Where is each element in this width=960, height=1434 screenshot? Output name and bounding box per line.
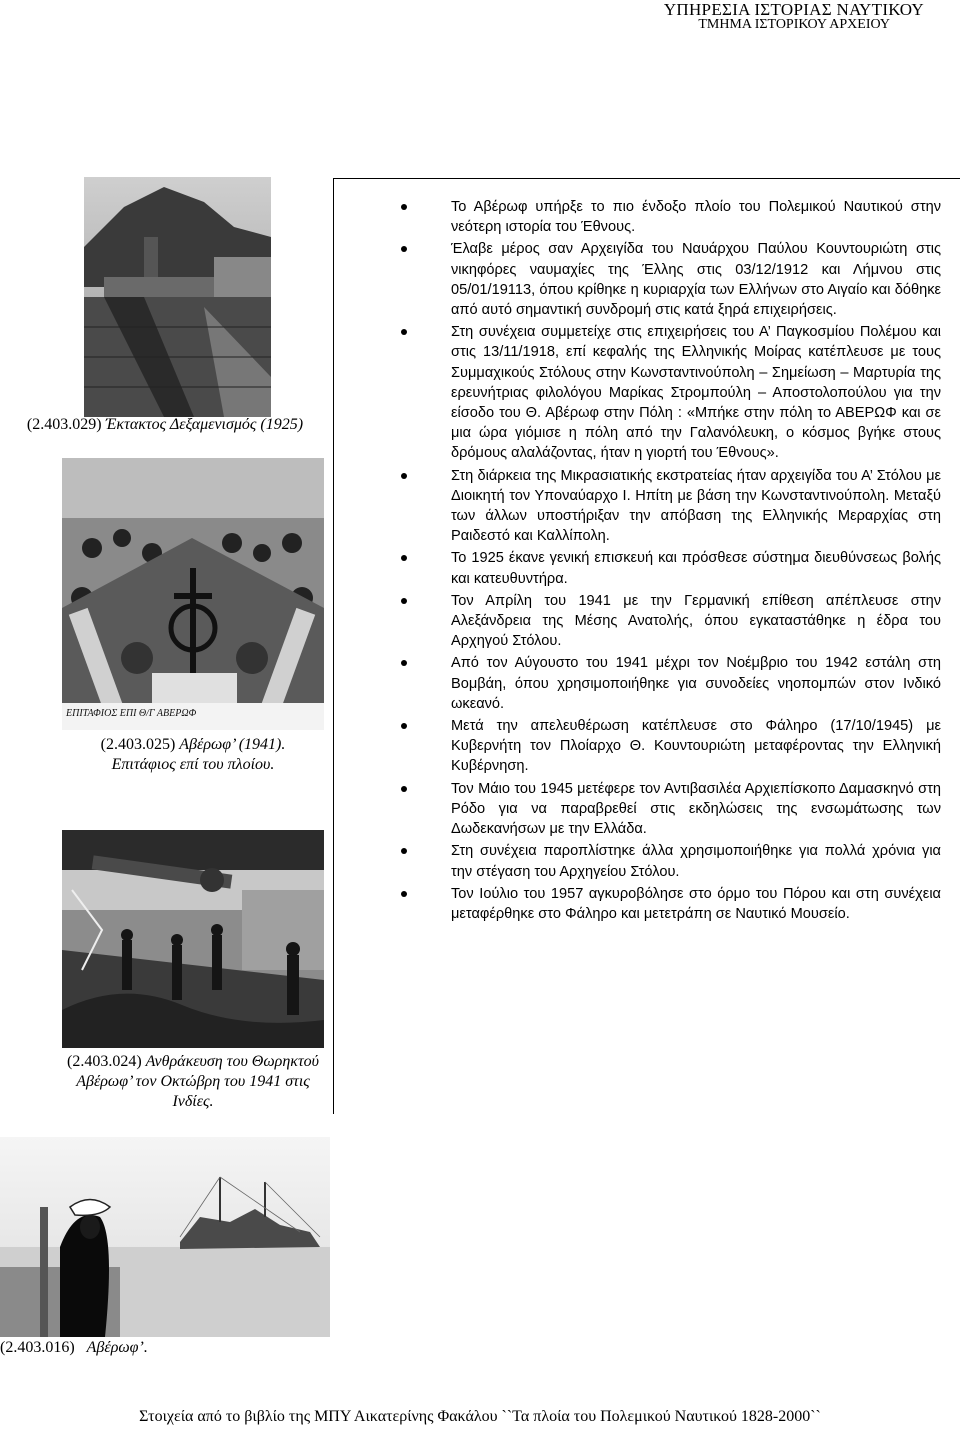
bullet-icon — [401, 723, 407, 729]
caption-2 — [62, 735, 324, 775]
history-bullet-list — [451, 197, 941, 926]
list-item: Μετά την απελευθέρωση κατέπλευσε στο Φάληρο (17/10/1945) με Κυβερνήτη τον Πλοίαρχο Θ. Κουντουριώτη μεταφέροντας την Ελληνική Κυβέρνηση. — [451, 716, 941, 777]
list-item: Το 1925 έκανε γενική επισκευή και πρόσθεσε σύστημα διευθύνσεως βολής και κατευθυντήρα. — [451, 548, 941, 588]
bullet-icon — [401, 473, 407, 479]
caption-text: Έκτακτος Δεξαμενισμός (1925) — [105, 416, 304, 433]
photo-dry-dock — [84, 177, 271, 417]
photo-coaling — [62, 830, 324, 1048]
bullet-icon — [401, 246, 407, 252]
header-subtitle: ΤΜΗΜΑ ΙΣΤΟΡΙΚΟΥ ΑΡΧΕΙΟΥ — [698, 17, 890, 32]
list-item: Έλαβε μέρος σαν Αρχειγίδα του Ναυάρχου Παύλου Κουντουριώτη στις νικηφόρες ναυμαχίες της Έλλης στις 03/12/1912 και Λήμνου στις 05/01/19113, όπου κρίθηκε η κυριαρχία των Ελλήνων στο Αιγαίο και δόθηκε από αυτό σημαντική συνδρομή στις κατά ξηρά επιχειρήσεις. — [451, 239, 941, 320]
list-item: Τον Απρίλη του 1941 με την Γερμανική επίθεση απέπλευσε στην Αλεξάνδρεια της Μέσης Ανατολής, όπου εγκαταστάθηκε η έδρα του Αρχηγού Στόλου. — [451, 591, 941, 652]
bullet-icon — [401, 598, 407, 604]
caption-code: (2.403.024) — [66, 1053, 142, 1070]
list-item: Στη συνέχεια συμμετείχε στις επιχειρήσεις του Α’ Παγκοσμίου Πολέμου και στις 13/11/1918, επί κεφαλής της Ελληνικής Μοίρας κατέπλευσε με τους Συμμαχικούς Στόλους στην Κωνσταντινούπολη – Σημείωση – Μαρτυρία της ερευνήτριας φιλολόγου Μαρίκας Στρομπούλη – Αποστολοπούλου για την είσοδο του Θ. Αβέρωφ στην Πόλη : «Μπήκε στην πόλη το ΑΒΕΡΩΦ και σε μια ώρα γιόμισε η πόλη από την Γαλανόλευκη, ο κόσμος βγήκε στους δρόμους αλαλάζοντας, ήταν η γιορτή του Έθνους». — [451, 322, 941, 463]
caption-1 — [0, 415, 330, 435]
list-item: Στη συνέχεια παροπλίστηκε άλλα χρησιμοποιήθηκε για πολλά χρόνια για την στέγαση του Αρχηγείου Στόλου. — [451, 841, 941, 881]
caption-text: Αβέρωφ’ (1941). — [179, 736, 286, 753]
list-item: Από τον Αύγουστο του 1941 μέχρι τον Νοέμβριο του 1942 εστάλη στη Βομβάη, όπου χρησιμοποιήθηκε για συνοδείες νηοπομπών στον Ινδικό ωκεανό. — [451, 653, 941, 714]
list-item: Στη διάρκεια της Μικρασιατικής εκστρατείας ήταν αρχειγίδα του Α’ Στόλου με Διοικητή τον Υποναύαρχο Ι. Ηπίτη με βάση την Κωνσταντινούπολη. Μεταξύ των άλλων υποστήριξαν την απόβαση της Ελληνικής Μεραρχίας στη Ραιδεστό και Καλλίπολη. — [451, 466, 941, 547]
list-item: Το Αβέρωφ υπήρξε το πιο ένδοξο πλοίο του Πολεμικού Ναυτικού στην νεότερη ιστορία του Έθνους. — [451, 197, 941, 237]
bullet-icon — [401, 786, 407, 792]
bullet-icon — [401, 204, 407, 210]
photo-epitaphios — [62, 458, 324, 730]
caption-code: (2.403.029) — [26, 416, 102, 433]
caption-code: (2.403.016) — [0, 1339, 75, 1356]
caption-text: Ανθράκευση του Θωρηκτού — [145, 1053, 320, 1070]
bullet-icon — [401, 660, 407, 666]
bullet-icon — [401, 848, 407, 854]
caption-code: (2.403.025) — [100, 736, 176, 753]
header-title: ΥΠΗΡΕΣΙΑ ΙΣΤΟΡΙΑΣ ΝΑΥΤΙΚΟΥ — [663, 0, 924, 19]
photo-averof-sailor — [0, 1137, 330, 1337]
caption-text-2: Αβέρωφ’ τον Οκτώβρη του 1941 στις Ινδίες. — [76, 1073, 310, 1110]
caption-text-2: Επιτάφιος επί του πλοίου. — [111, 756, 275, 773]
footer-source: Στοιχεία από το βιβλίο της ΜΠΥ Αικατερίνης Φακάλου ``Τα πλοία του Πολεμικού Ναυτικού 1828-2000`` — [139, 1408, 821, 1425]
bullet-icon — [401, 891, 407, 897]
list-item: Τον Ιούλιο του 1957 αγκυροβόλησε στο όρμο του Πόρου και στη συνέχεια μεταφέρθηκε στο Φάληρο και μετετράπη σε Ναυτικό Μουσείο. — [451, 884, 941, 924]
photo-handwriting: ΕΠΙΤΑΦΙΟΣ ΕΠΙ Θ/Γ ΑΒΕΡΩΦ — [66, 708, 197, 719]
bullet-icon — [401, 555, 407, 561]
caption-3 — [62, 1052, 324, 1112]
history-text-box — [333, 178, 960, 1114]
bullet-icon — [401, 329, 407, 335]
caption-text: Αβέρωφ’. — [86, 1339, 148, 1356]
caption-4 — [0, 1338, 330, 1358]
list-item: Τον Μάιο του 1945 μετέφερε τον Αντιβασιλέα Αρχιεπίσκοπο Δαμασκηνό στη Ρόδο για να παραβρεθεί στις εκδηλώσεις της ενσωμάτωσης των Δωδεκανήσων με την Ελλάδα. — [451, 779, 941, 840]
